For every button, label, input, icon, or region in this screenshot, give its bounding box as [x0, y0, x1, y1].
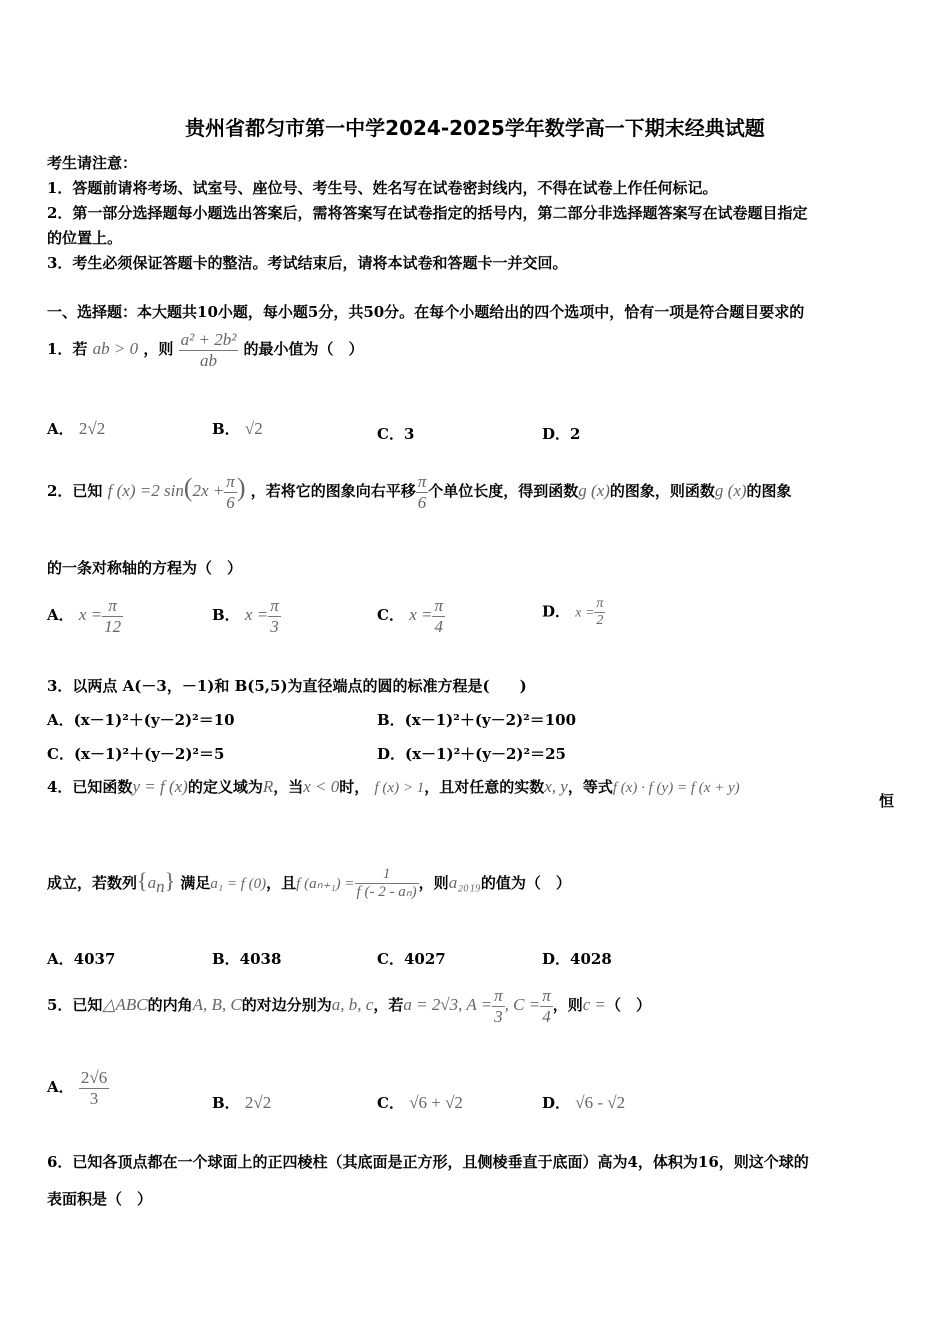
q1-fraction: [179, 330, 239, 370]
q5-label: 5．已知: [47, 996, 103, 1015]
q4-fraction: [355, 866, 419, 902]
q2-line-2: 的一条对称轴的方程为（ ）: [47, 559, 243, 577]
page-title: 贵州省都匀市第一中学2024-2025学年数学高一下期末经典试题: [185, 116, 765, 140]
option-label: B．: [212, 420, 240, 438]
question-2: 2．已知 f (x) =2 sin(2x + $\frac{\pi}{6}$ ) ，若将它的图象向右平移 $\frac{\pi}{6}$ 个单位长度，得到函数g (x)的图象，则函数g (x)的图象: [47, 472, 792, 512]
option-lhs: x =: [575, 605, 595, 621]
q4-label: 4．已知函数: [47, 778, 133, 796]
q4-text: 的值为（ ）: [480, 873, 571, 892]
q1-label: 1．若: [47, 340, 88, 359]
notice-item: 3．考生必须保证答题卡的整洁。考试结束后，请将本试卷和答题卡一并交回。: [47, 254, 568, 272]
fraction-denominator: 2: [596, 613, 604, 629]
option-label: B．: [212, 606, 240, 625]
question-5: [47, 986, 651, 1026]
q4-math: f (x) > 1: [374, 780, 425, 796]
q4-math: R: [262, 777, 274, 796]
q4-text: 时，: [339, 778, 370, 796]
fraction-denominator: 6: [417, 492, 427, 512]
q4-math: a₁ = f (0): [210, 875, 267, 892]
q5-math: a, b, c: [331, 995, 374, 1015]
fraction-numerator: 2√6: [80, 1068, 108, 1087]
q5-math: , C =: [504, 995, 541, 1015]
q1-condition: ab > 0: [92, 339, 139, 359]
option-lhs: x =: [78, 605, 103, 625]
question-3: 3．以两点 A(－3，－1)和 B(5,5)为直径端点的圆的标准方程是( ): [47, 677, 527, 695]
q4-option-a: A．4037: [47, 950, 116, 968]
fraction-numerator: π: [226, 472, 235, 491]
q2-option-c: [377, 596, 445, 636]
option-label: A．: [47, 606, 74, 625]
q1-option-a: [47, 418, 105, 439]
fraction-numerator: π: [542, 986, 551, 1005]
q2-shift-fraction: [224, 472, 237, 512]
option-value: √6 + √2: [409, 1093, 463, 1112]
fraction-numerator: π: [417, 472, 427, 491]
option-label: D．: [542, 602, 571, 621]
q4-math: x < 0: [303, 777, 340, 796]
question-4: [47, 776, 740, 797]
q2-text: 个单位长度，得到函数: [428, 482, 579, 501]
q4-text: ，等式: [567, 778, 613, 796]
q6-line-2: 表面积是（ ）: [47, 1190, 153, 1208]
q5-fraction: [540, 986, 553, 1026]
q2-label: 2．已知: [47, 482, 103, 501]
q5-text: 的对边分别为: [241, 996, 332, 1015]
q5-fraction: [492, 986, 505, 1026]
option-label: D．: [542, 1094, 571, 1112]
q3-option-b: B．(x－1)²＋(y－2)²＝100: [377, 711, 577, 729]
q2-g-function: g (x): [714, 481, 747, 501]
option-label: A．: [47, 420, 74, 438]
q4-math: f (x) · f (y) = f (x + y): [612, 780, 740, 796]
q3-option-d: D．(x－1)²＋(y－2)²＝25: [377, 745, 566, 763]
q2-text: 的图象: [746, 482, 792, 501]
q1-option-d: D．2: [542, 425, 581, 443]
q2-option-d: [542, 596, 605, 629]
option-lhs: x =: [244, 605, 269, 625]
q5-math: A, B, C: [192, 995, 242, 1015]
section-heading: 一、选择题：本大题共10小题，每小题5分，共50分。在每个小题给出的四个选项中，恰有一项是符合题目要求的: [47, 303, 805, 321]
fraction-denominator: 4: [434, 616, 443, 636]
fraction-denominator: 3: [89, 1088, 99, 1108]
option-value: √2: [244, 419, 263, 438]
q1-text: ，则: [143, 340, 174, 359]
fraction-denominator: 6: [226, 492, 235, 512]
q2-pi-over-6: [416, 472, 429, 512]
fraction-denominator: 3: [494, 1006, 503, 1026]
q4-text: 恒: [879, 792, 895, 810]
notice-item: 的位置上。: [47, 229, 123, 247]
q5-option-c: [377, 1092, 463, 1113]
q2-g-function: g (x): [578, 481, 610, 501]
option-fraction: [268, 596, 281, 636]
q4-text: 的定义域为: [187, 778, 263, 796]
option-value: 2√2: [244, 1093, 272, 1112]
q5-text: ，则: [552, 996, 583, 1015]
q4-text: ，当: [273, 778, 304, 796]
question-6: 6．已知各顶点都在一个球面上的正四棱柱（其底面是正方形，且侧棱垂直于底面）高为4，体积为16，则这个球的: [47, 1153, 809, 1171]
q4-option-c: C．4027: [377, 950, 446, 968]
option-label: A．: [47, 1078, 74, 1097]
question-1: [47, 330, 364, 370]
option-label: C．: [377, 1094, 404, 1112]
q1-option-b: [212, 418, 263, 439]
q4-math: a: [147, 872, 157, 892]
q4-line-2: 成立，若数列$\{a_n\}$ 满足a₁ = f (0)，且f (aₙ₊₁) = $\frac{1}{\text{f (- 2 - aₙ)}}$ ，则a₂₀₁₉的值为（ ）: [47, 866, 571, 901]
option-fraction: [432, 596, 445, 636]
q5-option-d: [542, 1092, 625, 1113]
option-fraction: [594, 596, 605, 629]
q5-option-b: [212, 1092, 271, 1113]
q1-fraction-denominator: ab: [199, 350, 217, 370]
q3-option-c: C．(x－1)²＋(y－2)²＝5: [47, 745, 225, 763]
fraction-numerator: π: [102, 596, 123, 617]
fraction-denominator: 4: [542, 1006, 551, 1026]
q4-option-b: B．4038: [212, 950, 282, 968]
fraction-denominator: f (- 2 - aₙ): [356, 884, 417, 901]
notice-item: 1．答题前请将考场、试室号、座位号、考生号、姓名写在试卷密封线内，不得在试卷上作任何标记。: [47, 179, 718, 197]
notice-item: 2．第一部分选择题每小题选出答案后，需将答案写在试卷指定的括号内，第二部分非选择题答案写在试卷题目指定: [47, 204, 808, 222]
q4-text: ，则: [418, 873, 449, 892]
fraction-numerator: π: [494, 986, 503, 1005]
q4-option-d: D．4028: [542, 950, 612, 968]
option-label: B．: [212, 1094, 240, 1112]
q5-option-a: [47, 1068, 109, 1108]
q4-text: ，且对任意的实数: [424, 778, 545, 796]
option-fraction: [102, 596, 123, 636]
q5-math: a = 2√3, A =: [403, 995, 493, 1015]
fraction-numerator: π: [434, 596, 443, 615]
fraction-denominator: 3: [270, 616, 279, 636]
q2-option-a: [47, 596, 123, 636]
q4-math: a₂₀₁₉: [448, 872, 481, 892]
fraction-numerator: π: [594, 596, 605, 613]
q1-fraction-numerator: a² + 2b²: [180, 330, 237, 349]
q5-math: c =: [582, 995, 607, 1015]
q4-text: ，且: [266, 873, 297, 892]
q4-math: f (aₙ₊₁) =: [296, 875, 355, 892]
q4-math: y = f (x): [132, 777, 188, 796]
fraction-numerator: 1: [355, 866, 419, 884]
q3-option-a: A．(x－1)²＋(y－2)²＝10: [47, 711, 235, 729]
q2-text: ，若将它的图象向右平移: [250, 482, 416, 501]
q2-argument: 2x +: [192, 481, 225, 501]
q5-text: 的内角: [147, 996, 193, 1015]
fraction-denominator: 12: [104, 616, 122, 636]
option-lhs: x =: [409, 605, 433, 625]
q2-function: f (x) =2 sin: [107, 481, 184, 501]
q4-text: 满足: [180, 873, 211, 892]
q1-text: 的最小值为（ ）: [243, 340, 364, 359]
q5-text: ，若: [373, 996, 404, 1015]
q4-math: x, y: [544, 777, 568, 796]
q4-text: 成立，若数列: [47, 873, 138, 892]
q5-math: △ABC: [102, 995, 148, 1015]
notice-heading: 考生请注意：: [47, 154, 138, 172]
option-value: 2√2: [78, 419, 106, 438]
q2-option-b: [212, 596, 281, 636]
q2-text: 的图象，则函数: [609, 482, 715, 501]
option-label: C．: [377, 606, 404, 625]
fraction-numerator: π: [270, 596, 279, 615]
q5-text: （ ）: [606, 996, 652, 1015]
option-fraction: [79, 1068, 109, 1108]
q1-option-c: C．3: [377, 425, 415, 443]
option-value: √6 - √2: [575, 1093, 626, 1112]
